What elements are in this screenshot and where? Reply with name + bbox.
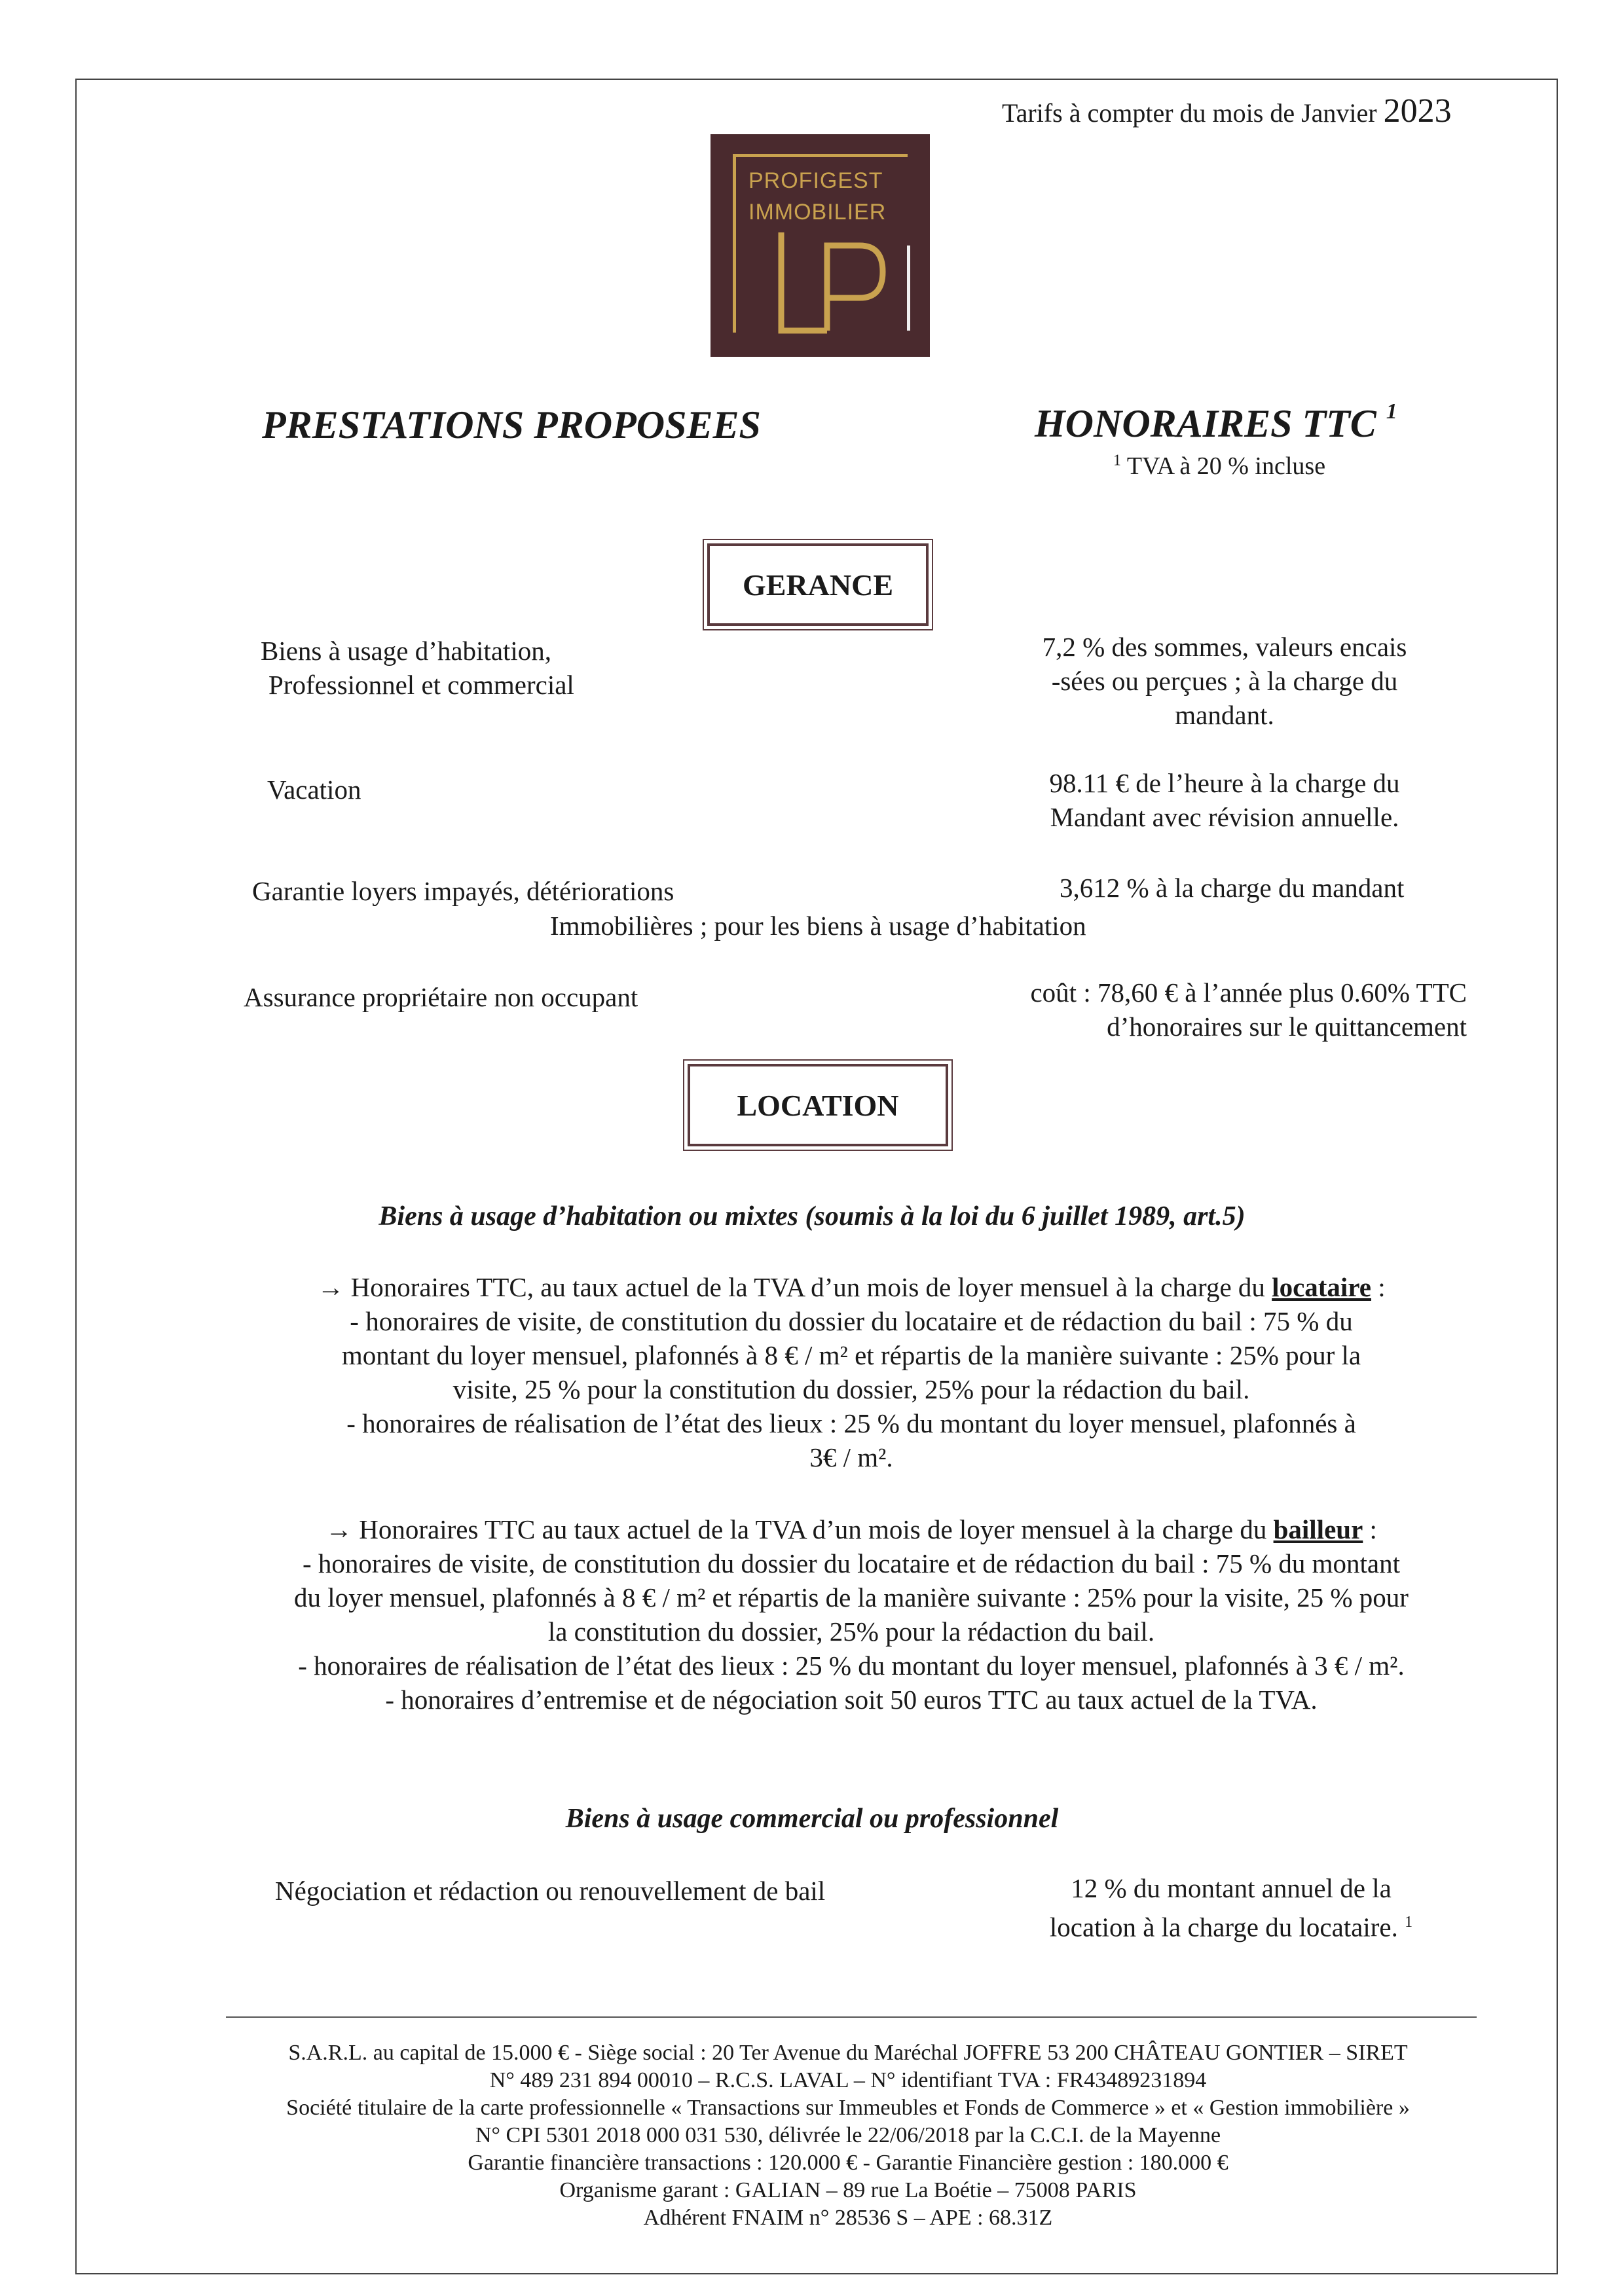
habitation-heading: Biens à usage d’habitation ou mixtes (soumis à la loi du 6 juillet 1989, art.5)	[378, 1201, 1246, 1231]
commercial-right	[1022, 1871, 1441, 1944]
tariff-year: 2023	[1383, 92, 1452, 130]
location-title: LOCATION	[737, 1088, 899, 1122]
logo-lp-monogram	[775, 232, 886, 337]
locataire-intro-text: Honoraires TTC, au taux actuel de la TVA d’un mois de loyer mensuel à la charge du	[344, 1272, 1272, 1302]
gerance-row1-right	[1022, 630, 1428, 732]
locataire-colon: :	[1371, 1272, 1386, 1302]
gerance-row3-left-line2: Immobilières ; pour les biens à usage d’habitation	[550, 911, 1086, 941]
arrow-right-icon: →	[317, 1272, 344, 1302]
footer-line4: N° CPI 5301 2018 000 031 530, délivrée le 22/06/2018 par la C.C.I. de la Mayenne	[475, 2123, 1221, 2147]
gerance-row1-right-line2: -sées ou perçues ; à la charge du	[1051, 666, 1398, 696]
commercial-footnote-mark: 1	[1405, 1914, 1413, 1931]
tva-footnote-mark: 1	[1113, 452, 1121, 469]
locataire-word: locataire	[1272, 1272, 1371, 1302]
bailleur-colon: :	[1363, 1514, 1377, 1544]
footer-line1: S.A.R.L. au capital de 15.000 € - Siège social : 20 Ter Avenue du Maréchal JOFFRE 53 200 CHÂTEAU GONTIER – SIRET	[288, 2041, 1408, 2065]
locataire-line4: - honoraires de réalisation de l’état des lieux : 25 % du montant du loyer mensuel, plafonnés à	[346, 1408, 1356, 1438]
locataire-line2: montant du loyer mensuel, plafonnés à 8 € / m² et répartis de la manière suivante : 25% pour la	[341, 1340, 1361, 1370]
gerance-row2-left: Vacation	[267, 774, 361, 805]
locataire-intro	[216, 1270, 1486, 1304]
gerance-row1-left-line2: Professionnel et commercial	[268, 670, 574, 700]
profigest-logo	[710, 134, 930, 357]
locataire-line5: 3€ / m².	[809, 1442, 893, 1472]
commercial-right-line2: location à la charge du locataire.	[1049, 1912, 1405, 1942]
locataire-line3: visite, 25 % pour la constitution du dossier, 25% pour la rédaction du bail.	[452, 1374, 1250, 1404]
gerance-row4-right	[982, 975, 1467, 1044]
gerance-row1-right-line3: mandant.	[1175, 700, 1274, 730]
gerance-row2-right-line2: Mandant avec révision annuelle.	[1050, 802, 1399, 832]
footer-divider	[226, 2016, 1477, 2018]
gerance-row1-left	[261, 634, 574, 702]
commercial-right-line1: 12 % du montant annuel de la	[1071, 1873, 1392, 1903]
footer-line2: N° 489 231 894 00010 – R.C.S. LAVAL – N° identifiant TVA : FR43489231894	[489, 2068, 1207, 2092]
tva-note-text: TVA à 20 % incluse	[1121, 452, 1326, 480]
bailleur-line3: la constitution du dossier, 25% pour la rédaction du bail.	[547, 1616, 1155, 1647]
honoraires-text: HONORAIRES TTC	[1035, 402, 1376, 445]
bailleur-line5: - honoraires d’entremise et de négociation soit 50 euros TTC au taux actuel de la TVA.	[385, 1685, 1318, 1715]
gerance-row3-left-line1: Garantie loyers impayés, détériorations	[252, 876, 674, 906]
bailleur-intro	[216, 1512, 1486, 1546]
logo-white-bar	[907, 246, 910, 331]
tariff-text: Tarifs à compter du mois de Janvier	[1002, 98, 1377, 128]
gerance-row1-left-line1: Biens à usage d’habitation,	[261, 636, 552, 666]
bailleur-line4: - honoraires de réalisation de l’état des lieux : 25 % du montant du loyer mensuel, plafonnés à 3 € / m².	[298, 1650, 1405, 1681]
footer-line7: Adhérent FNAIM n° 28536 S – APE : 68.31Z	[643, 2206, 1053, 2230]
bailleur-line1: - honoraires de visite, de constitution du dossier du locataire et de rédaction du bail : 75 % du montant	[302, 1548, 1400, 1578]
bailleur-intro-text: Honoraires TTC au taux actuel de la TVA d’un mois de loyer mensuel à la charge du	[352, 1514, 1274, 1544]
commercial-heading: Biens à usage commercial ou professionnel	[565, 1804, 1059, 1834]
gerance-row3-right: 3,612 % à la charge du mandant	[1060, 873, 1405, 903]
gerance-row2-right-line1: 98.11 € de l’heure à la charge du	[1049, 768, 1400, 798]
honoraires-footnote-mark: 1	[1386, 399, 1397, 424]
tva-note	[1113, 452, 1325, 481]
commercial-left: Négociation et rédaction ou renouvellement de bail	[275, 1876, 826, 1906]
gerance-row4-right-line2: d’honoraires sur le quittancement	[1107, 1011, 1467, 1042]
arrow-right-icon: →	[325, 1514, 353, 1544]
footer-line6: Organisme garant : GALIAN – 89 rue La Boétie – 75008 PARIS	[559, 2178, 1137, 2202]
logo-line1: PROFIGEST	[748, 168, 883, 193]
locataire-line1: - honoraires de visite, de constitution du dossier du locataire et de rédaction du bail : 75 % du	[350, 1306, 1353, 1336]
logo-line2: IMMOBILIER	[748, 200, 887, 225]
footer-line5: Garantie financière transactions : 120.000 € - Garantie Financière gestion : 180.000 €	[468, 2151, 1228, 2175]
heading-honoraires	[1035, 399, 1397, 446]
heading-prestations: PRESTATIONS PROPOSEES	[262, 403, 761, 446]
section-box-location	[688, 1064, 948, 1146]
bailleur-block	[216, 1512, 1486, 1717]
footer-line3: Société titulaire de la carte professionnelle « Transactions sur Immeubles et Fonds de Commerce » et « Gestion immobilière »	[286, 2096, 1410, 2120]
locataire-block	[216, 1270, 1486, 1474]
bailleur-line2: du loyer mensuel, plafonnés à 8 € / m² et répartis de la manière suivante : 25% pour la visite, 25 % pour	[294, 1582, 1409, 1613]
gerance-title: GERANCE	[742, 568, 894, 602]
section-box-gerance	[707, 543, 929, 626]
gerance-row1-right-line1: 7,2 % des sommes, valeurs encais	[1042, 632, 1407, 662]
gerance-row4-left: Assurance propriétaire non occupant	[244, 982, 638, 1012]
gerance-row4-right-line1: coût : 78,60 € à l’année plus 0.60% TTC	[1030, 977, 1467, 1008]
footer-legal	[196, 2039, 1500, 2232]
tariff-date	[1002, 92, 1452, 130]
gerance-row2-right	[1022, 766, 1428, 834]
bailleur-word: bailleur	[1273, 1514, 1363, 1544]
